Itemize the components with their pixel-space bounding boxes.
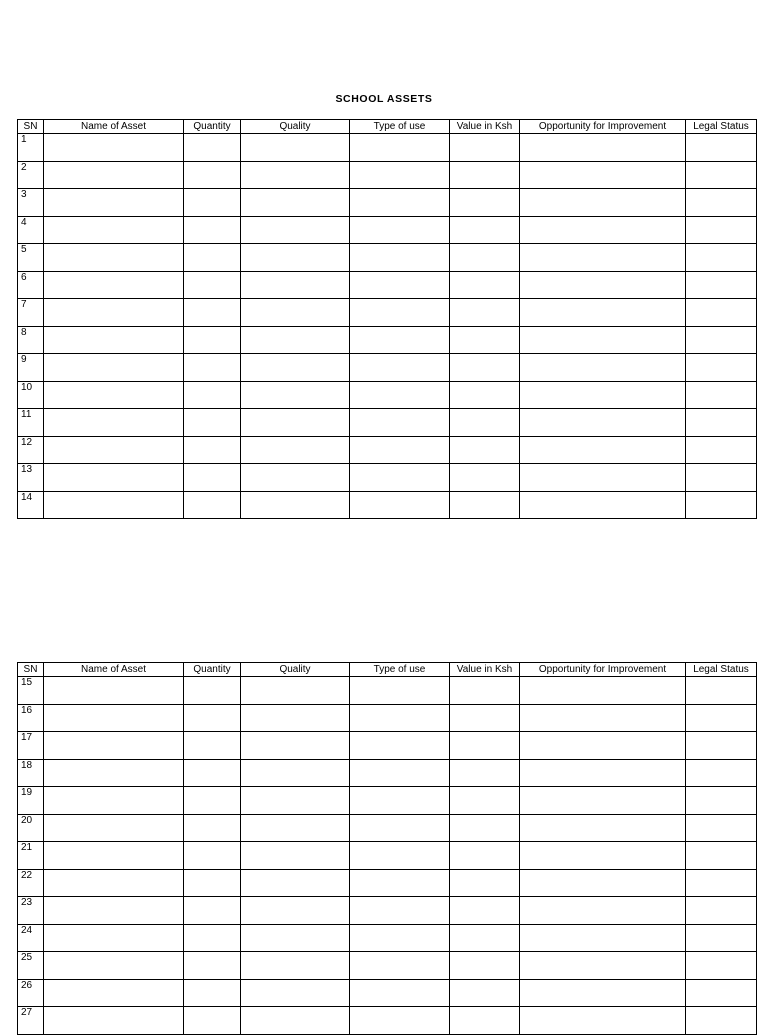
empty-cell: [686, 759, 757, 787]
empty-cell: [350, 491, 450, 519]
empty-cell: [686, 409, 757, 437]
empty-cell: [350, 897, 450, 925]
empty-cell: [450, 381, 520, 409]
table-row: [18, 1007, 757, 1035]
empty-cell: [241, 354, 350, 382]
empty-cell: [686, 244, 757, 272]
empty-cell: [350, 759, 450, 787]
empty-cell: [241, 216, 350, 244]
sn-cell: 24: [18, 924, 44, 952]
empty-cell: [520, 1007, 686, 1035]
empty-cell: [184, 677, 241, 705]
table-row: [18, 924, 757, 952]
empty-cell: [520, 952, 686, 980]
empty-cell: [450, 189, 520, 217]
column-header: Name of Asset: [44, 120, 184, 134]
sn-cell: 13: [18, 464, 44, 492]
empty-cell: [520, 869, 686, 897]
table-row: [18, 189, 757, 217]
table-row: [18, 952, 757, 980]
table-header-row: [18, 120, 757, 134]
sn-cell: 26: [18, 979, 44, 1007]
table-row: [18, 814, 757, 842]
empty-cell: [686, 787, 757, 815]
empty-cell: [686, 326, 757, 354]
empty-cell: [450, 436, 520, 464]
empty-cell: [44, 979, 184, 1007]
empty-cell: [686, 216, 757, 244]
sn-cell: 25: [18, 952, 44, 980]
empty-cell: [184, 216, 241, 244]
empty-cell: [686, 354, 757, 382]
empty-cell: [350, 704, 450, 732]
empty-cell: [184, 924, 241, 952]
empty-cell: [44, 161, 184, 189]
empty-cell: [44, 354, 184, 382]
empty-cell: [241, 161, 350, 189]
empty-cell: [184, 842, 241, 870]
empty-cell: [241, 1007, 350, 1035]
empty-cell: [184, 491, 241, 519]
empty-cell: [44, 732, 184, 760]
empty-cell: [350, 1007, 450, 1035]
sn-cell: 8: [18, 326, 44, 354]
empty-cell: [520, 732, 686, 760]
column-header: Type of use: [350, 663, 450, 677]
empty-cell: [44, 464, 184, 492]
empty-cell: [44, 299, 184, 327]
table-row: [18, 897, 757, 925]
sn-cell: 7: [18, 299, 44, 327]
empty-cell: [450, 842, 520, 870]
empty-cell: [184, 271, 241, 299]
empty-cell: [686, 924, 757, 952]
empty-cell: [686, 436, 757, 464]
empty-cell: [184, 436, 241, 464]
sn-cell: 2: [18, 161, 44, 189]
empty-cell: [241, 677, 350, 705]
empty-cell: [350, 381, 450, 409]
empty-cell: [241, 134, 350, 162]
empty-cell: [686, 897, 757, 925]
empty-cell: [350, 354, 450, 382]
empty-cell: [184, 299, 241, 327]
column-header: Legal Status: [686, 663, 757, 677]
empty-cell: [520, 924, 686, 952]
empty-cell: [44, 134, 184, 162]
sn-cell: 17: [18, 732, 44, 760]
column-header: Opportunity for Improvement: [520, 120, 686, 134]
column-header: Legal Status: [686, 120, 757, 134]
table-row: [18, 134, 757, 162]
empty-cell: [520, 464, 686, 492]
empty-cell: [520, 979, 686, 1007]
empty-cell: [44, 842, 184, 870]
sn-cell: 9: [18, 354, 44, 382]
empty-cell: [44, 924, 184, 952]
column-header: Type of use: [350, 120, 450, 134]
empty-cell: [184, 979, 241, 1007]
empty-cell: [44, 952, 184, 980]
empty-cell: [450, 216, 520, 244]
sn-cell: 16: [18, 704, 44, 732]
empty-cell: [686, 732, 757, 760]
empty-cell: [350, 979, 450, 1007]
column-header: SN: [18, 663, 44, 677]
empty-cell: [686, 814, 757, 842]
empty-cell: [450, 354, 520, 382]
empty-cell: [350, 787, 450, 815]
sn-cell: 3: [18, 189, 44, 217]
empty-cell: [520, 244, 686, 272]
empty-cell: [686, 979, 757, 1007]
empty-cell: [450, 134, 520, 162]
empty-cell: [450, 952, 520, 980]
sn-cell: 27: [18, 1007, 44, 1035]
empty-cell: [241, 464, 350, 492]
empty-cell: [450, 326, 520, 354]
table-row: [18, 409, 757, 437]
empty-cell: [450, 759, 520, 787]
empty-cell: [184, 704, 241, 732]
table-row: [18, 787, 757, 815]
empty-cell: [241, 759, 350, 787]
empty-cell: [450, 491, 520, 519]
empty-cell: [44, 491, 184, 519]
empty-cell: [350, 216, 450, 244]
empty-cell: [184, 787, 241, 815]
empty-cell: [241, 409, 350, 437]
empty-cell: [450, 1007, 520, 1035]
empty-cell: [241, 704, 350, 732]
empty-cell: [184, 1007, 241, 1035]
empty-cell: [184, 759, 241, 787]
table-row: [18, 244, 757, 272]
empty-cell: [520, 299, 686, 327]
empty-cell: [686, 299, 757, 327]
empty-cell: [350, 161, 450, 189]
table-row: [18, 842, 757, 870]
empty-cell: [241, 787, 350, 815]
empty-cell: [520, 161, 686, 189]
empty-cell: [184, 244, 241, 272]
empty-cell: [520, 759, 686, 787]
empty-cell: [520, 381, 686, 409]
empty-cell: [44, 869, 184, 897]
empty-cell: [44, 189, 184, 217]
table-row: [18, 326, 757, 354]
empty-cell: [350, 134, 450, 162]
empty-cell: [450, 732, 520, 760]
empty-cell: [450, 409, 520, 437]
empty-cell: [450, 787, 520, 815]
sn-cell: 19: [18, 787, 44, 815]
column-header: Quantity: [184, 663, 241, 677]
empty-cell: [686, 952, 757, 980]
empty-cell: [686, 161, 757, 189]
column-header: Opportunity for Improvement: [520, 663, 686, 677]
empty-cell: [686, 869, 757, 897]
empty-cell: [241, 189, 350, 217]
empty-cell: [350, 189, 450, 217]
sn-cell: 1: [18, 134, 44, 162]
empty-cell: [44, 216, 184, 244]
document-title: SCHOOL ASSETS: [335, 93, 433, 105]
sn-cell: 5: [18, 244, 44, 272]
empty-cell: [686, 464, 757, 492]
empty-cell: [520, 189, 686, 217]
empty-cell: [520, 814, 686, 842]
sn-cell: 4: [18, 216, 44, 244]
empty-cell: [686, 134, 757, 162]
table-row: [18, 491, 757, 519]
empty-cell: [350, 464, 450, 492]
empty-cell: [241, 299, 350, 327]
empty-cell: [44, 677, 184, 705]
table-row: [18, 436, 757, 464]
empty-cell: [450, 677, 520, 705]
empty-cell: [184, 409, 241, 437]
table-row: [18, 759, 757, 787]
empty-cell: [450, 814, 520, 842]
column-header: Quality: [241, 663, 350, 677]
empty-cell: [686, 704, 757, 732]
empty-cell: [241, 381, 350, 409]
empty-cell: [350, 326, 450, 354]
empty-cell: [184, 161, 241, 189]
empty-cell: [44, 271, 184, 299]
empty-cell: [241, 326, 350, 354]
empty-cell: [350, 244, 450, 272]
empty-cell: [44, 787, 184, 815]
empty-cell: [520, 326, 686, 354]
empty-cell: [686, 842, 757, 870]
empty-cell: [520, 134, 686, 162]
empty-cell: [686, 1007, 757, 1035]
sn-cell: 10: [18, 381, 44, 409]
empty-cell: [350, 732, 450, 760]
empty-cell: [520, 897, 686, 925]
empty-cell: [184, 897, 241, 925]
sn-cell: 11: [18, 409, 44, 437]
empty-cell: [686, 381, 757, 409]
empty-cell: [184, 189, 241, 217]
sn-cell: 20: [18, 814, 44, 842]
table-header-row: [18, 663, 757, 677]
column-header: Value in Ksh: [450, 663, 520, 677]
empty-cell: [686, 189, 757, 217]
table-row: [18, 271, 757, 299]
empty-cell: [184, 381, 241, 409]
empty-cell: [450, 979, 520, 1007]
sn-cell: 15: [18, 677, 44, 705]
sn-cell: 6: [18, 271, 44, 299]
empty-cell: [241, 491, 350, 519]
empty-cell: [44, 704, 184, 732]
column-header: Value in Ksh: [450, 120, 520, 134]
table-row: [18, 161, 757, 189]
empty-cell: [450, 271, 520, 299]
empty-cell: [350, 677, 450, 705]
table-row: [18, 354, 757, 382]
empty-cell: [241, 924, 350, 952]
empty-cell: [520, 787, 686, 815]
sn-cell: 21: [18, 842, 44, 870]
empty-cell: [350, 271, 450, 299]
table-row: [18, 216, 757, 244]
column-header: Quantity: [184, 120, 241, 134]
empty-cell: [184, 869, 241, 897]
empty-cell: [450, 704, 520, 732]
empty-cell: [520, 216, 686, 244]
empty-cell: [686, 491, 757, 519]
empty-cell: [44, 381, 184, 409]
empty-cell: [44, 814, 184, 842]
sn-cell: 18: [18, 759, 44, 787]
empty-cell: [241, 814, 350, 842]
empty-cell: [350, 924, 450, 952]
empty-cell: [44, 759, 184, 787]
column-header: Quality: [241, 120, 350, 134]
empty-cell: [450, 161, 520, 189]
assets-table-1: [17, 119, 757, 519]
empty-cell: [520, 491, 686, 519]
empty-cell: [520, 271, 686, 299]
empty-cell: [241, 244, 350, 272]
empty-cell: [520, 677, 686, 705]
empty-cell: [184, 464, 241, 492]
empty-cell: [241, 271, 350, 299]
sn-cell: 22: [18, 869, 44, 897]
table-row: [18, 299, 757, 327]
empty-cell: [450, 244, 520, 272]
table-row: [18, 677, 757, 705]
empty-cell: [44, 1007, 184, 1035]
empty-cell: [520, 409, 686, 437]
empty-cell: [44, 409, 184, 437]
empty-cell: [184, 354, 241, 382]
sn-cell: 23: [18, 897, 44, 925]
empty-cell: [450, 924, 520, 952]
column-header: Name of Asset: [44, 663, 184, 677]
table-row: [18, 732, 757, 760]
empty-cell: [184, 952, 241, 980]
empty-cell: [350, 842, 450, 870]
empty-cell: [184, 134, 241, 162]
table-row: [18, 704, 757, 732]
empty-cell: [241, 869, 350, 897]
empty-cell: [520, 354, 686, 382]
empty-cell: [241, 979, 350, 1007]
empty-cell: [44, 897, 184, 925]
empty-cell: [184, 326, 241, 354]
sn-cell: 14: [18, 491, 44, 519]
empty-cell: [350, 952, 450, 980]
empty-cell: [686, 271, 757, 299]
table-row: [18, 979, 757, 1007]
empty-cell: [450, 299, 520, 327]
empty-cell: [520, 842, 686, 870]
empty-cell: [241, 842, 350, 870]
empty-cell: [350, 814, 450, 842]
empty-cell: [184, 732, 241, 760]
empty-cell: [450, 869, 520, 897]
empty-cell: [241, 436, 350, 464]
empty-cell: [44, 326, 184, 354]
empty-cell: [241, 952, 350, 980]
empty-cell: [241, 732, 350, 760]
table-row: [18, 381, 757, 409]
empty-cell: [350, 409, 450, 437]
empty-cell: [44, 436, 184, 464]
empty-cell: [450, 464, 520, 492]
empty-cell: [350, 299, 450, 327]
empty-cell: [44, 244, 184, 272]
sn-cell: 12: [18, 436, 44, 464]
column-header: SN: [18, 120, 44, 134]
empty-cell: [350, 436, 450, 464]
empty-cell: [686, 677, 757, 705]
table-row: [18, 464, 757, 492]
assets-table-2: [17, 662, 757, 1035]
empty-cell: [184, 814, 241, 842]
empty-cell: [350, 869, 450, 897]
empty-cell: [241, 897, 350, 925]
table-row: [18, 869, 757, 897]
empty-cell: [450, 897, 520, 925]
empty-cell: [520, 436, 686, 464]
empty-cell: [520, 704, 686, 732]
